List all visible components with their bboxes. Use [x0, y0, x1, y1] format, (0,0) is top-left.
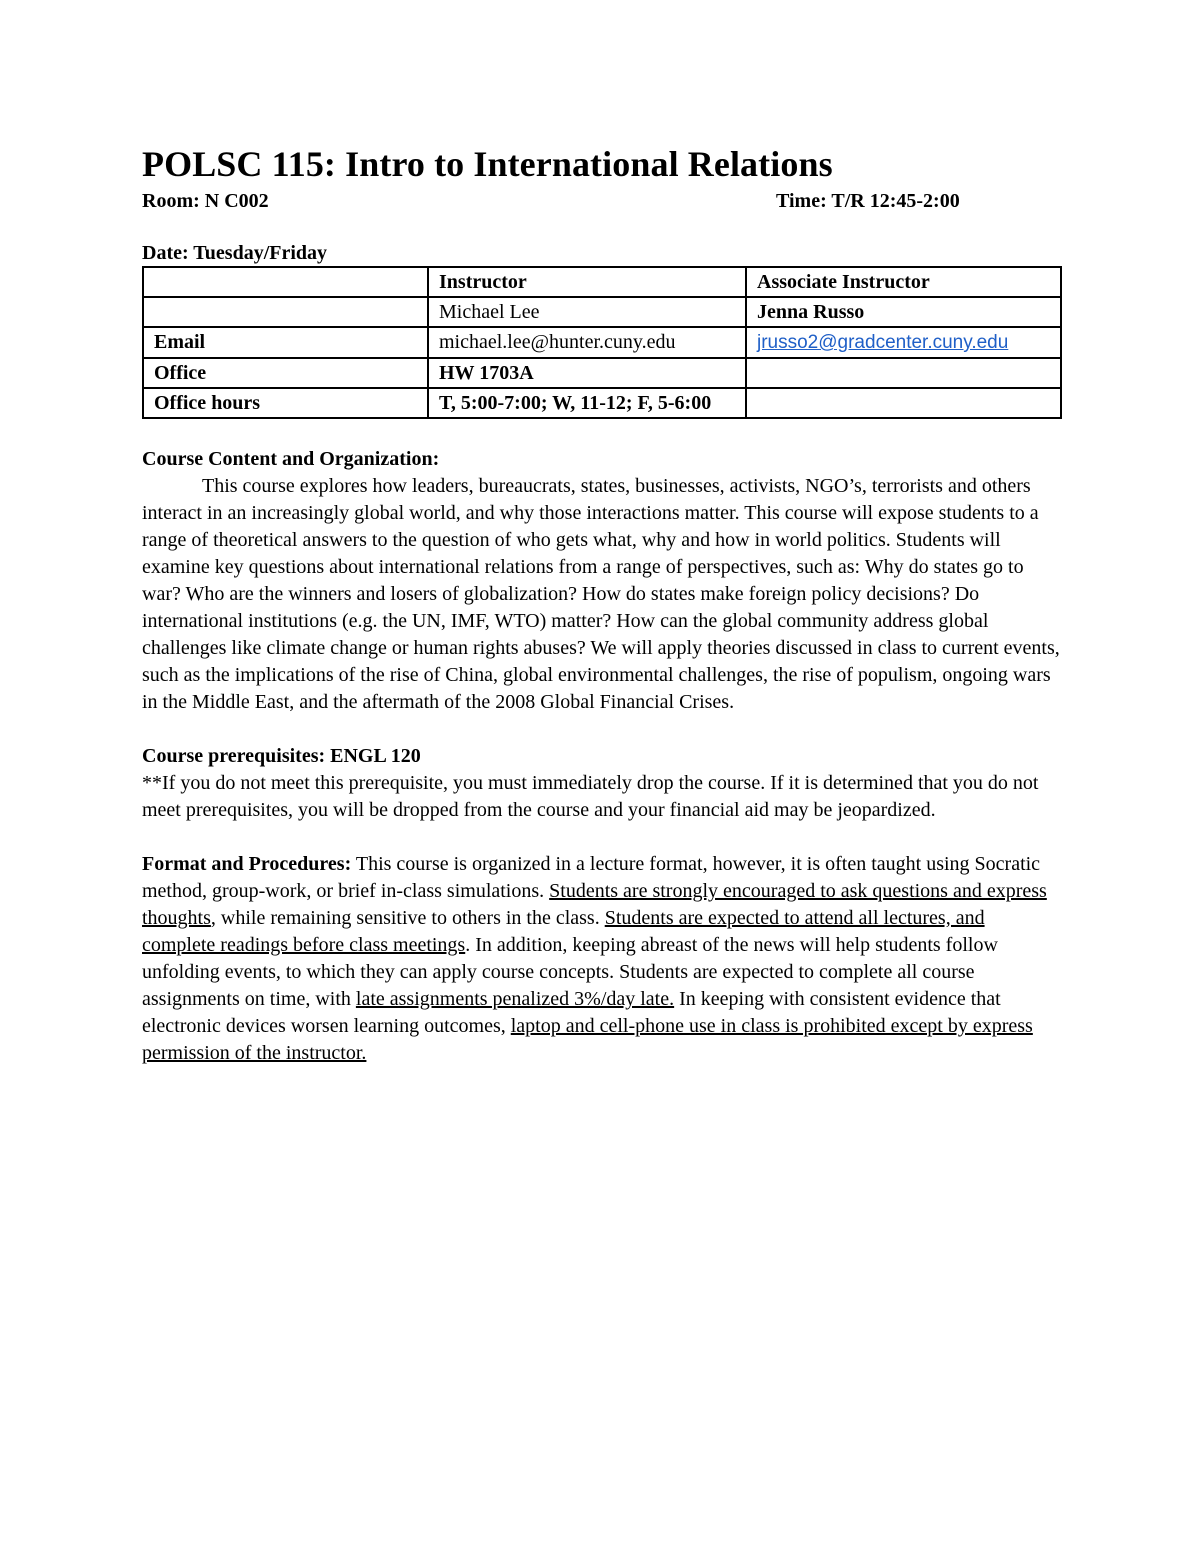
- table-row: [143, 358, 1061, 388]
- format-emphasis-3: late assignments penalized 3%/day late.: [355, 988, 675, 1010]
- table-cell: [143, 297, 428, 327]
- format-section: [142, 851, 1060, 1067]
- date-label: Date: Tuesday/Friday: [142, 242, 328, 264]
- table-row: [143, 267, 1061, 297]
- associate-email-link[interactable]: jrusso2@gradcenter.cuny.edu: [757, 332, 1009, 353]
- format-emphasis-2: Students are expected to attend all lectures, and complete readings before class meetings: [142, 907, 985, 956]
- table-row: [143, 327, 1061, 358]
- instructor-email: michael.lee@hunter.cuny.edu: [428, 327, 746, 358]
- content-section: [142, 446, 1060, 716]
- format-text-3: . In addition, keeping abreast of the news will help students follow unfolding events, to which they can apply course concepts. Students are expected to complete all course assignments on time, with: [142, 934, 998, 1010]
- table-row: [143, 297, 1061, 327]
- table-cell: [143, 267, 428, 297]
- content-title: Course Content and Organization:: [142, 448, 440, 470]
- room-label: Room: N C002: [142, 190, 269, 212]
- format-text-1: This course is organized in a lecture format, however, it is often taught using Socratic method, group-work, or brief in-class simulations.: [142, 853, 1041, 902]
- associate-email-cell: [746, 327, 1061, 358]
- associate-header: Associate Instructor: [746, 267, 1061, 297]
- format-title: Format and Procedures:: [142, 853, 352, 875]
- associate-name: Jenna Russo: [746, 297, 1061, 327]
- content-body: This course explores how leaders, bureaucrats, states, businesses, activists, NGO’s, terrorists and others interact in an increasingly global world, and why those interactions matter. This course will expose students to a range of theoretical answers to the question of who gets what, why and how in world politics. Students will examine key questions about international relations from a range of perspectives, such as: Why do states go to war? Who are the winners and losers of globalization? How do states make foreign policy decisions? Do international institutions (e.g. the UN, IMF, WTO) matter? How can the global community address global challenges like climate change or human rights abuses? We will apply theories discussed in class to current events, such as the implications of the rise of China, global environmental challenges, the rise of populism, ongoing wars in the Middle East, and the aftermath of the 2008 Global Financial Crises.: [142, 475, 1060, 713]
- table-row: [143, 388, 1061, 418]
- format-emphasis-1: Students are strongly encouraged to ask questions and express thoughts: [142, 880, 1047, 929]
- format-text-2: , while remaining sensitive to others in the class.: [210, 907, 605, 929]
- prereq-title: Course prerequisites: ENGL 120: [142, 745, 421, 767]
- prereq-body: **If you do not meet this prerequisite, you must immediately drop the course. If it is determined that you do not meet prerequisites, you will be dropped from the course and your financial aid may be jeopardized.: [142, 772, 1039, 821]
- associate-office: [746, 358, 1061, 388]
- email-label: Email: [143, 327, 428, 358]
- instructor-table: [142, 266, 1062, 419]
- format-emphasis-4: laptop and cell-phone use in class is prohibited except by express permission of the instructor.: [142, 1015, 1033, 1064]
- instructor-name: Michael Lee: [428, 297, 746, 327]
- course-title: POLSC 115: Intro to International Relations: [142, 144, 833, 184]
- instructor-office-hours: T, 5:00-7:00; W, 11-12; F, 5-6:00: [428, 388, 746, 418]
- office-hours-label: Office hours: [143, 388, 428, 418]
- associate-office-hours: [746, 388, 1061, 418]
- instructor-header: Instructor: [428, 267, 746, 297]
- time-label: Time: T/R 12:45-2:00: [776, 190, 960, 212]
- prereq-section: [142, 743, 1060, 824]
- format-text-4: In keeping with consistent evidence that electronic devices worsen learning outcomes,: [142, 988, 1001, 1037]
- office-label: Office: [143, 358, 428, 388]
- room-time-row: [142, 188, 1060, 214]
- instructor-office: HW 1703A: [428, 358, 746, 388]
- syllabus-page: [142, 140, 1060, 1067]
